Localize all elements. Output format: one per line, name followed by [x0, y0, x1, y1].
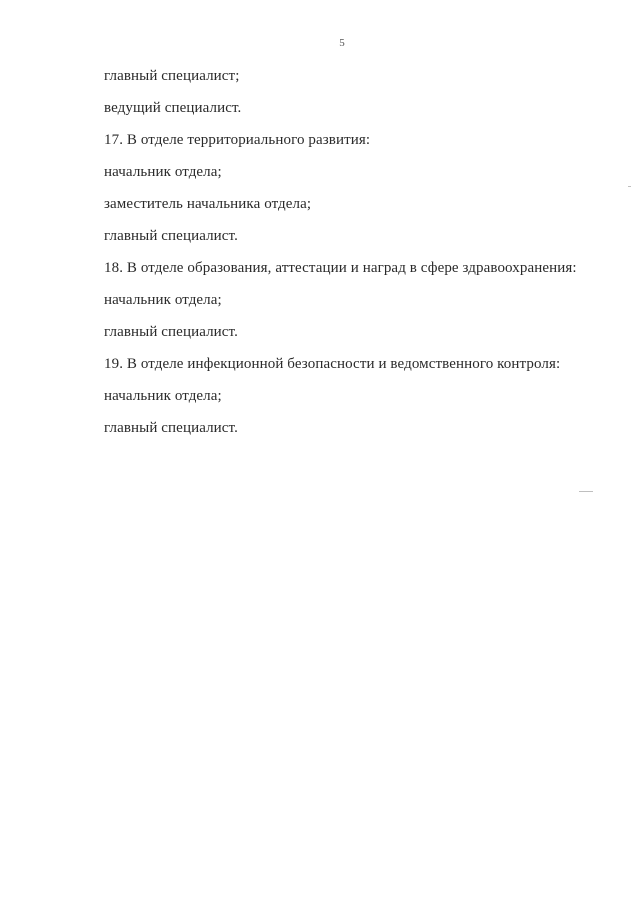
- list-item: главный специалист.: [104, 324, 238, 340]
- list-item: начальник отдела;: [104, 292, 222, 308]
- list-item: главный специалист.: [104, 228, 238, 244]
- position-list: [104, 60, 604, 444]
- list-item: главный специалист.: [104, 420, 238, 436]
- list-item: начальник отдела;: [104, 388, 222, 404]
- list-item: начальник отдела;: [104, 164, 222, 180]
- scan-speck: [628, 186, 631, 187]
- section-heading: 18. В отделе образования, аттестации и наград в сфере здравоохранения:: [104, 260, 577, 276]
- list-item: заместитель начальника отдела;: [104, 196, 312, 212]
- list-item: ведущий специалист.: [104, 100, 242, 116]
- page-number: 5: [339, 37, 345, 49]
- scan-speck: [579, 491, 593, 492]
- section-heading: 17. В отделе территориального развития:: [104, 132, 371, 148]
- section-heading: 19. В отделе инфекционной безопасности и ведомственного контроля:: [104, 356, 561, 372]
- list-item: главный специалист;: [104, 68, 240, 84]
